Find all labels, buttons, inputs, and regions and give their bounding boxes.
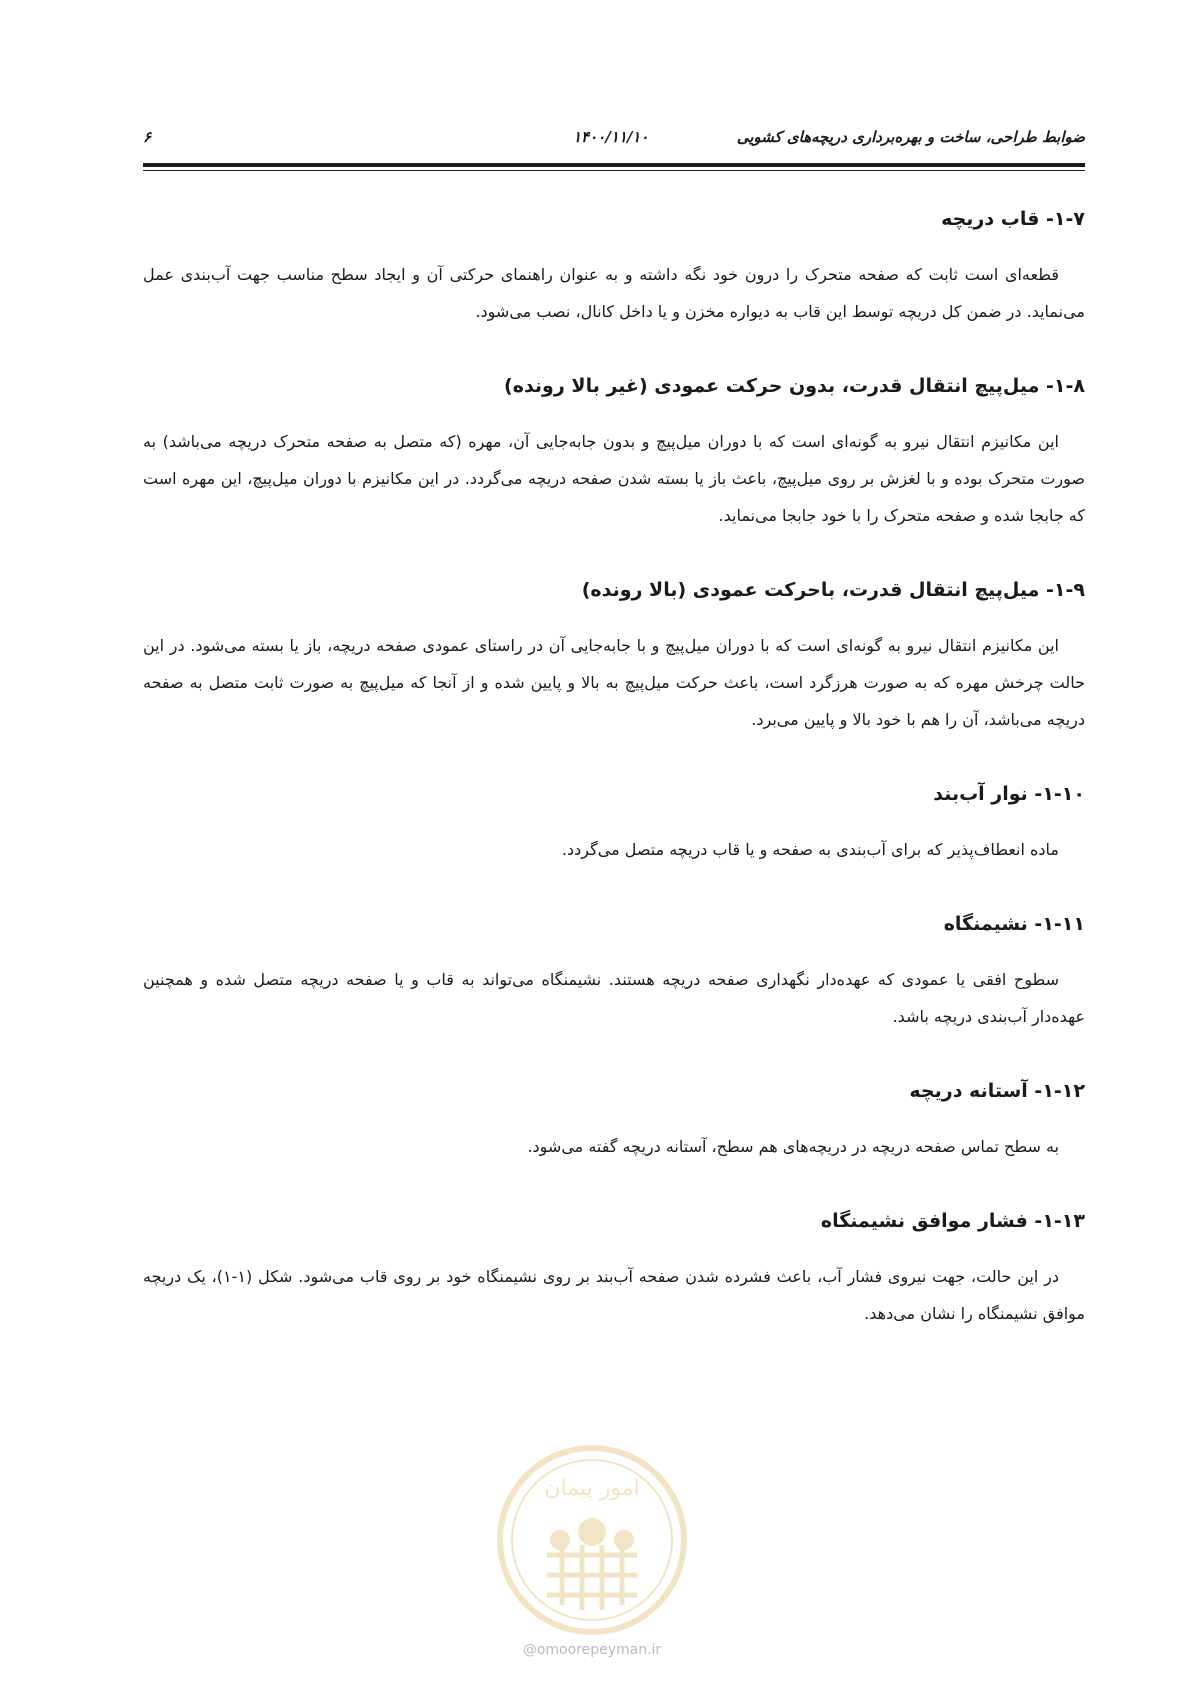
section-heading: ۱-۸- میل‌پیچ انتقال قدرت، بدون حرکت عمودی (غیر بالا رونده) — [504, 375, 1085, 397]
section-paragraph: این مکانیزم انتقال نیرو به گونه‌ای است که با دوران میل‌پیچ و با جابه‌جایی آن در راستای عمودی صفحه دریچه، باز یا بسته می‌شود. در این حالت چرخش مهره که به صورت هرزگرد است، باعث حرکت میل‌پیچ به بالا و پایین شده و از آنجا که میل‌پیچ به صورت ثابت متصل به صفحه دریچه می‌باشد، آن را هم با خود بالا و پایین می‌برد. — [143, 636, 1085, 729]
watermark-site: @omoorepeyman.ir — [522, 1642, 662, 1658]
section-1-12 — [143, 1077, 1085, 1165]
section-heading: ۱-۱۲- آستانه دریچه — [909, 1080, 1085, 1102]
watermark-logo-text: امور پیمان — [544, 1476, 640, 1501]
header-rule-thick — [143, 163, 1085, 167]
section-paragraph: به سطح تماس صفحه دریچه در دریچه‌های هم سطح، آستانه دریچه گفته می‌شود. — [527, 1137, 1059, 1156]
section-paragraph: ماده انعطاف‌پذیر که برای آب‌بندی به صفحه و یا قاب دریچه متصل می‌گردد. — [561, 840, 1059, 859]
section-paragraph: در این حالت، جهت نیروی فشار آب، باعث فشرده شدن صفحه آب‌بند بر روی نشیمنگاه خود بر روی قاب می‌شود. شکل (۱-۱)، یک دریچه موافق نشیمنگاه را نشان می‌دهد. — [143, 1267, 1085, 1323]
header-title: ضوابط طراحی، ساخت و بهره‌برداری دریچه‌های کشویی — [736, 128, 1085, 146]
section-heading: ۱-۱۰- نوار آب‌بند — [933, 783, 1085, 805]
section-heading: ۱-۱۳- فشار موافق نشیمنگاه — [820, 1210, 1085, 1232]
section-1-9 — [143, 576, 1085, 738]
section-1-8 — [143, 372, 1085, 534]
section-heading: ۱-۹- میل‌پیچ انتقال قدرت، باحرکت عمودی (بالا رونده) — [581, 579, 1085, 601]
page-header — [143, 126, 1085, 156]
section-paragraph: این مکانیزم انتقال نیرو به گونه‌ای است که با دوران میل‌پیچ و بدون جابه‌جایی آن، مهره (که متصل به صفحه متحرک دریچه می‌باشد) به صورت متحرک بوده و با لغزش بر روی میل‌پیچ، باعث باز یا بسته شدن صفحه دریچه می‌گردد. در این مکانیزم با دوران میل‌پیچ، این مهره است که جابجا شده و صفحه متحرک را با خود جابجا می‌نماید. — [143, 432, 1085, 525]
header-date: ۱۴۰۰/۱۱/۱۰ — [573, 128, 649, 146]
section-heading: ۱-۷- قاب دریچه — [941, 208, 1085, 230]
section-1-7 — [143, 205, 1085, 330]
page-number: ۶ — [143, 128, 152, 146]
section-heading: ۱-۱۱- نشیمنگاه — [943, 913, 1085, 935]
section-1-10 — [143, 780, 1085, 868]
section-paragraph: سطوح افقی یا عمودی که عهده‌دار نگهداری صفحه دریچه هستند. نشیمنگاه می‌تواند به قاب و یا صفحه دریچه متصل شده و همچنین عهده‌دار آب‌بندی دریچه باشد. — [143, 970, 1085, 1026]
watermark-logo-icon — [492, 1440, 692, 1640]
section-paragraph: قطعه‌ای است ثابت که صفحه متحرک را درون خود نگه داشته و به عنوان راهنمای حرکتی آن و ایجاد سطح مناسب جهت آب‌بندی عمل می‌نماید. در ضمن کل دریچه توسط این قاب به دیواره مخزن و یا داخل کانال، نصب می‌شود. — [143, 265, 1085, 321]
header-rule-thin — [143, 170, 1085, 171]
section-1-13 — [143, 1207, 1085, 1332]
document-body — [143, 205, 1085, 1332]
section-1-11 — [143, 910, 1085, 1035]
